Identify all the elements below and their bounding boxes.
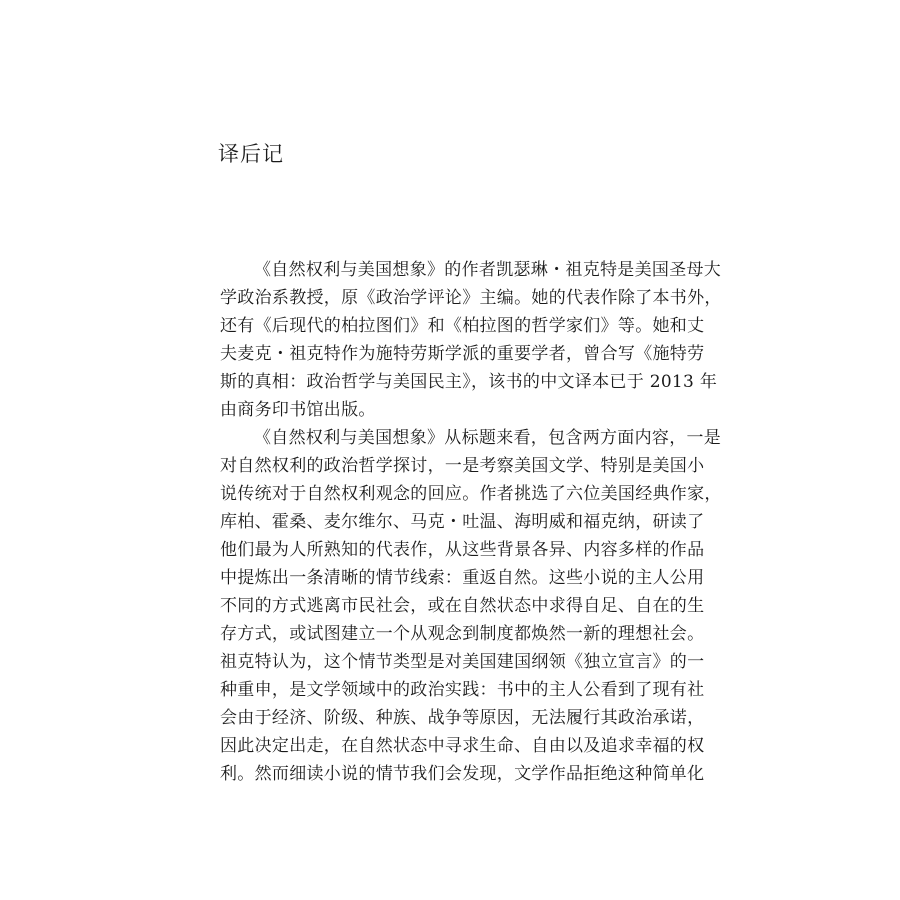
text-line: 中提炼出一条清晰的情节线索：重返自然。这些小说的主人公用: [220, 568, 705, 588]
text-line: 说传统对于自然权利观念的回应。作者挑选了六位美国经典作家，: [220, 484, 722, 504]
text-line: 斯的真相：政治哲学与美国民主》，该书的中文译本已于 2013 年: [220, 372, 718, 392]
text-line: 学政治系教授，原《政治学评论》主编。她的代表作除了本书外，: [220, 288, 722, 308]
text-line: 不同的方式逃离市民社会，或在自然状态中求得自足、自在的生: [220, 596, 705, 616]
paragraph-1: [220, 256, 722, 424]
text-line: 他们最为人所熟知的代表作，从这些背景各异、内容多样的作品: [220, 540, 705, 560]
text-line: 祖克特认为，这个情节类型是对美国建国纲领《独立宣言》的一: [220, 652, 705, 672]
text-line: 存方式，或试图建立一个从观念到制度都焕然一新的理想社会。: [220, 624, 705, 644]
paragraph-2: [220, 424, 722, 788]
text-line: 夫麦克・祖克特作为施特劳斯学派的重要学者，曾合写《施特劳: [220, 344, 705, 364]
text-line: 种重申，是文学领域中的政治实践：书中的主人公看到了现有社: [220, 680, 705, 700]
text-line: 还有《后现代的柏拉图们》和《柏拉图的哲学家们》等。她和丈: [220, 316, 705, 336]
text-line: 《自然权利与美国想象》从标题来看，包含两方面内容，一是: [254, 428, 722, 448]
text-line: 库柏、霍桑、麦尔维尔、马克・吐温、海明威和福克纳，研读了: [220, 512, 705, 532]
chapter-title: 译后记: [218, 142, 284, 166]
text-line: 《自然权利与美国想象》的作者凯瑟琳・祖克特是美国圣母大: [254, 260, 722, 280]
text-line: 会由于经济、阶级、种族、战争等原因，无法履行其政治承诺，: [220, 708, 705, 728]
text-line: 利。然而细读小说的情节我们会发现，文学作品拒绝这种简单化: [220, 764, 705, 784]
text-line: 由商务印书馆出版。: [220, 400, 376, 420]
body-text: [220, 256, 722, 788]
text-line: 因此决定出走，在自然状态中寻求生命、自由以及追求幸福的权: [220, 736, 705, 756]
text-line: 对自然权利的政治哲学探讨，一是考察美国文学、特别是美国小: [220, 456, 705, 476]
